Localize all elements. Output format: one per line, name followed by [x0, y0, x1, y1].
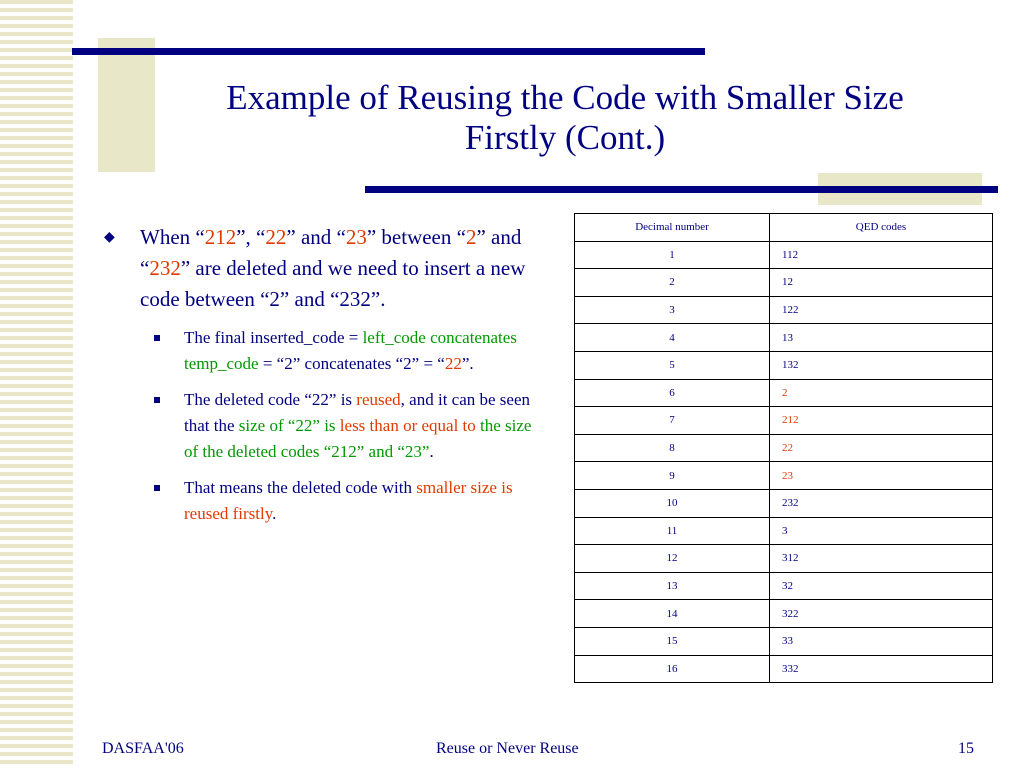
qed-code-cell: 3	[770, 517, 993, 545]
table-row	[575, 324, 993, 352]
sub-bullet-list	[104, 325, 544, 527]
sub-bullet-item	[152, 475, 544, 527]
title-top-rule	[72, 48, 705, 55]
qed-code-table-container	[574, 213, 993, 683]
sub-bullet-text	[184, 390, 531, 461]
qed-code-cell: 122	[770, 296, 993, 324]
qed-code-cell: 212	[770, 407, 993, 435]
qed-code-cell: 12	[770, 269, 993, 297]
text-segment: , and it can be seen that the	[184, 390, 531, 435]
text-segment: ”.	[461, 354, 474, 373]
slide-title-line-1: Example of Reusing the Code with Smaller Size	[226, 78, 904, 117]
decimal-cell: 10	[575, 489, 770, 517]
qed-code-cell: 322	[770, 600, 993, 628]
table-header-row	[575, 214, 993, 242]
table-row	[575, 296, 993, 324]
footer-title: Reuse or Never Reuse	[436, 740, 579, 757]
table-row	[575, 434, 993, 462]
table-row	[575, 600, 993, 628]
title-bottom-rule	[365, 186, 998, 193]
table-row	[575, 489, 993, 517]
decimal-cell: 3	[575, 296, 770, 324]
slide-title-line-2: Firstly (Cont.)	[464, 118, 666, 157]
footer-conference: DASFAA'06	[102, 740, 184, 757]
decimal-cell: 16	[575, 655, 770, 683]
table-row	[575, 269, 993, 297]
square-bullet-icon	[154, 335, 160, 341]
main-bullet-text	[140, 225, 525, 311]
decimal-cell: 5	[575, 351, 770, 379]
slide-body	[104, 222, 544, 537]
text-segment: .	[272, 504, 277, 523]
text-segment: = “2” concatenates “2” = “	[258, 354, 445, 373]
table-row	[575, 407, 993, 435]
decimal-cell: 8	[575, 434, 770, 462]
qed-code-table	[574, 213, 993, 683]
table-row	[575, 241, 993, 269]
diamond-bullet-icon: ◆	[104, 230, 115, 245]
text-segment: ” between “	[366, 225, 466, 249]
text-segment: That means the deleted code with	[184, 478, 417, 497]
text-segment: ” and “	[286, 225, 346, 249]
decimal-cell: 15	[575, 627, 770, 655]
text-segment: 212	[204, 225, 237, 249]
text-segment: When “	[140, 225, 205, 249]
square-bullet-icon	[154, 397, 160, 403]
qed-code-cell: 312	[770, 545, 993, 573]
text-segment: 23	[345, 225, 367, 249]
qed-code-cell: 332	[770, 655, 993, 683]
table-header-qed: QED codes	[770, 214, 993, 242]
text-segment: reused	[356, 390, 401, 409]
qed-code-cell: 33	[770, 627, 993, 655]
table-row	[575, 379, 993, 407]
qed-code-cell: 22	[770, 434, 993, 462]
table-row	[575, 627, 993, 655]
table-row	[575, 655, 993, 683]
qed-code-cell: 23	[770, 462, 993, 490]
decimal-cell: 7	[575, 407, 770, 435]
table-row	[575, 517, 993, 545]
text-segment: ”, “	[236, 225, 266, 249]
text-segment: left_code concatenates temp_code	[184, 328, 517, 373]
title-accent-box	[98, 38, 155, 172]
text-segment: ” and “	[140, 225, 522, 280]
slide-title	[160, 78, 970, 158]
qed-code-cell: 112	[770, 241, 993, 269]
decimal-cell: 9	[575, 462, 770, 490]
main-bullet	[104, 222, 544, 315]
sub-bullet-item	[152, 325, 544, 377]
text-segment: size of “22” is	[238, 416, 340, 435]
text-segment: .	[429, 442, 434, 461]
text-segment: smaller size is reused firstly	[184, 478, 513, 523]
page-number: 15	[958, 740, 974, 757]
sub-bullet-item	[152, 387, 544, 465]
text-segment: 22	[444, 354, 462, 373]
qed-code-cell: 13	[770, 324, 993, 352]
qed-code-cell: 132	[770, 351, 993, 379]
sub-bullet-text	[184, 478, 513, 523]
decimal-cell: 11	[575, 517, 770, 545]
text-segment: 232	[149, 256, 181, 280]
decimal-cell: 4	[575, 324, 770, 352]
table-row	[575, 351, 993, 379]
qed-code-cell: 232	[770, 489, 993, 517]
decimal-cell: 14	[575, 600, 770, 628]
decimal-cell: 2	[575, 269, 770, 297]
table-header-decimal: Decimal number	[575, 214, 770, 242]
left-striped-border	[0, 0, 73, 768]
text-segment: 22	[265, 225, 287, 249]
square-bullet-icon	[154, 485, 160, 491]
qed-code-cell: 2	[770, 379, 993, 407]
text-segment: the size of the deleted codes “212” and “23”	[184, 416, 532, 461]
decimal-cell: 13	[575, 572, 770, 600]
text-segment: The deleted code “22” is	[184, 390, 357, 409]
decimal-cell: 1	[575, 241, 770, 269]
table-row	[575, 572, 993, 600]
sub-bullet-text	[184, 328, 517, 373]
text-segment: 2	[465, 225, 477, 249]
table-row	[575, 545, 993, 573]
qed-code-cell: 32	[770, 572, 993, 600]
text-segment: The final inserted_code =	[184, 328, 363, 347]
decimal-cell: 12	[575, 545, 770, 573]
text-segment: less than or equal to	[339, 416, 476, 435]
text-segment: ” are deleted and we need to insert a new code between “2” and “232”.	[140, 256, 526, 311]
table-row	[575, 462, 993, 490]
decimal-cell: 6	[575, 379, 770, 407]
